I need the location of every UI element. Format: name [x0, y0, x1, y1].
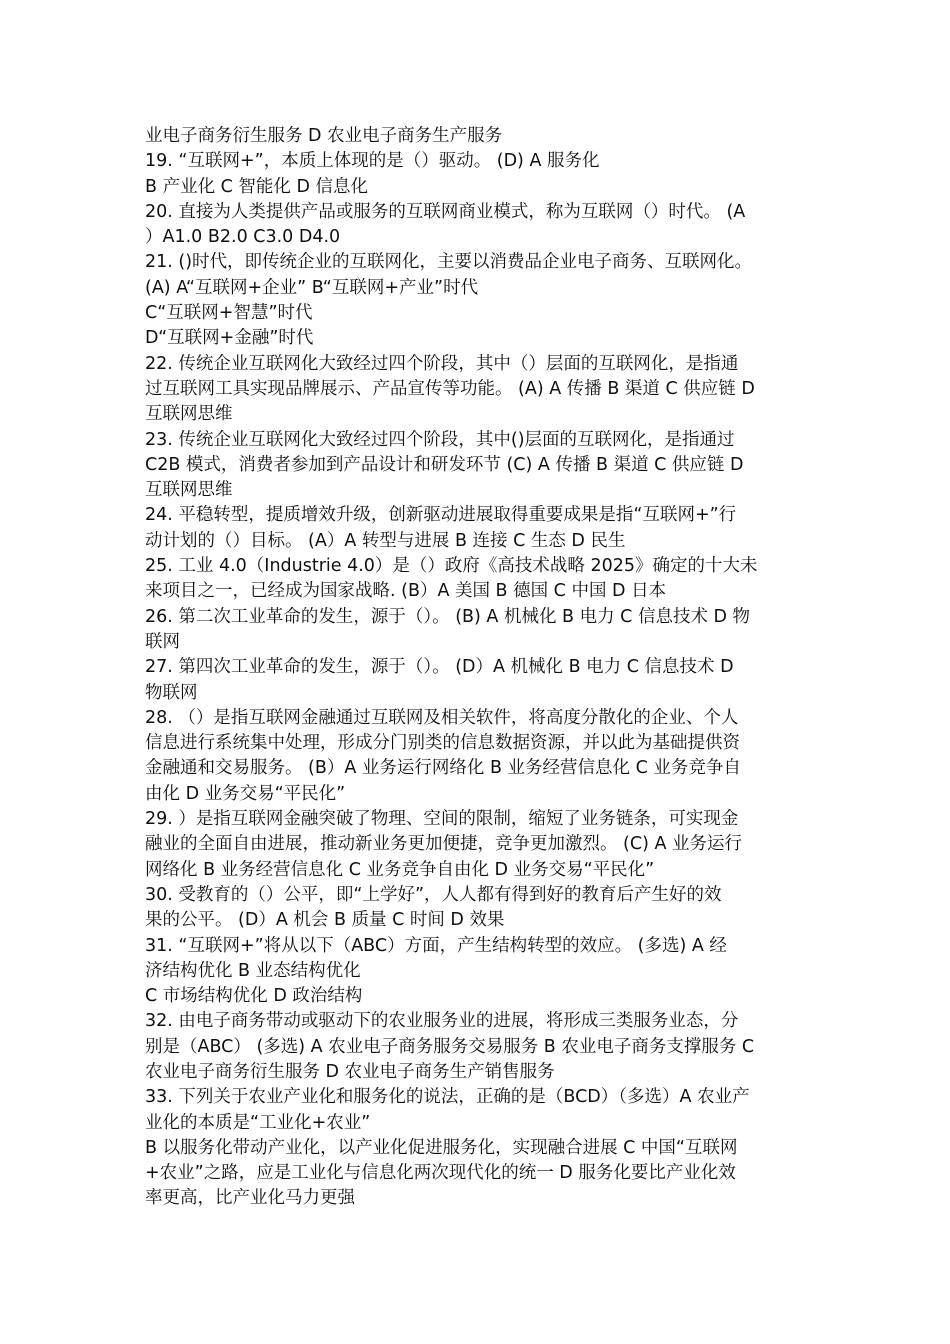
text-line: 23. 传统企业互联网化大致经过四个阶段，其中()层面的互联网化，是指通过	[145, 429, 735, 450]
text-line: B 以服务化带动产业化，以产业化促进服务化，实现融合进展 C 中国“互联网	[145, 1137, 738, 1158]
text-line: 动计划的（）目标。 (A）A 转型与进展 B 连接 C 生态 D 民生	[145, 530, 626, 551]
text-line: 农业电子商务衍生服务 D 农业电子商务生产销售服务	[145, 1061, 555, 1082]
text-line: 网络化 B 业务经营信息化 C 业务竞争自由化 D 业务交易“平民化”	[145, 859, 655, 880]
text-line: C 市场结构优化 D 政治结构	[145, 986, 363, 1007]
text-line: 由化 D 业务交易“平民化”	[145, 783, 346, 804]
text-line: +农业”之路，应是工业化与信息化两次现代化的统一 D 服务化要比产业化效	[145, 1163, 736, 1184]
text-line: 互联网思维	[145, 404, 233, 425]
text-line: 果的公平。 (D）A 机会 B 质量 C 时间 D 效果	[145, 910, 505, 931]
text-line: 25. 工业 4.0（Industrie 4.0）是（）政府《高技术战略 2025》确定的十大未	[145, 556, 758, 577]
document-body	[145, 124, 813, 1212]
text-line: 21. ()时代，即传统企业的互联网化，主要以消费品企业电子商务、互联网化。	[145, 252, 753, 273]
text-line: 22. 传统企业互联网化大致经过四个阶段，其中（）层面的互联网化，是指通	[145, 353, 739, 374]
text-line: 26. 第二次工业革命的发生，源于（）。 (B) A 机械化 B 电力 C 信息技术 D 物	[145, 606, 751, 627]
text-line: 24. 平稳转型，提质增效升级，创新驱动进展取得重要成果是指“互联网+”行	[145, 505, 737, 526]
text-line: 联网	[145, 631, 180, 652]
text-line: 过互联网工具实现品牌展示、产品宣传等功能。 (A) A 传播 B 渠道 C 供应链 D	[145, 378, 755, 399]
text-line: ）A1.0 B2.0 C3.0 D4.0	[145, 227, 341, 248]
text-line: 31. “互联网+”将从以下（ABC）方面，产生结构转型的效应。 (多选) A 经	[145, 935, 727, 956]
text-line: 率更高，比产业化马力更强	[145, 1188, 355, 1209]
text-line: 物联网	[145, 682, 198, 703]
text-line: 32. 由电子商务带动或驱动下的农业服务业的进展，将形成三类服务业态，分	[145, 1011, 739, 1032]
text-line: 济结构优化 B 业态结构优化	[145, 960, 361, 981]
text-line: 19. “互联网+”，本质上体现的是（）驱动。 (D) A 服务化	[145, 151, 600, 172]
text-line: D“互联网+金融”时代	[145, 328, 314, 349]
text-line: 信息进行系统集中处理，形成分门别类的信息数据资源，并以此为基础提供资	[145, 733, 740, 754]
text-line: 20. 直接为人类提供产品或服务的互联网商业模式，称为互联网（）时代。 (A	[145, 201, 746, 222]
text-line: 融业的全面自由进展，推动新业务更加便捷，竞争更加激烈。 (C) A 业务运行	[145, 834, 743, 855]
text-line: 业电子商务衍生服务 D 农业电子商务生产服务	[145, 126, 503, 146]
text-line: 27. 第四次工业革命的发生，源于（）。 (D）A 机械化 B 电力 C 信息技术 D	[145, 657, 734, 678]
text-line: 30. 受教育的（）公平，即“上学好”，人人都有得到好的教育后产生好的效	[145, 884, 722, 905]
text-line: 互联网思维	[145, 480, 233, 501]
text-line: 29. ）是指互联网金融突破了物理、空间的限制，缩短了业务链条，可实现金	[145, 809, 739, 830]
text-line: 业化的本质是“工业化+农业”	[145, 1112, 371, 1133]
text-line: C“互联网+智慧”时代	[145, 303, 313, 324]
text-line: 来项目之一，已经成为国家战略. (B）A 美国 B 德国 C 中国 D 日本	[145, 581, 667, 602]
text-line: 金融通和交易服务。 (B）A 业务运行网络化 B 业务经营信息化 C 业务竞争自	[145, 758, 741, 779]
text-line: C2B 模式，消费者参加到产品设计和研发环节 (C) A 传播 B 渠道 C 供应链 D	[145, 454, 744, 475]
text-line: (A) A“互联网+企业” B“互联网+产业”时代	[145, 277, 479, 298]
text-line: 别是（ABC） (多选) A 农业电子商务服务交易服务 B 农业电子商务支撑服务 C	[145, 1036, 755, 1057]
text-line: 33. 下列关于农业产业化和服务化的说法，正确的是（BCD）（多选）A 农业产	[145, 1087, 750, 1108]
text-line: B 产业化 C 智能化 D 信息化	[145, 176, 369, 197]
text-line: 28. （）是指互联网金融通过互联网及相关软件，将高度分散化的企业、个人	[145, 707, 739, 728]
